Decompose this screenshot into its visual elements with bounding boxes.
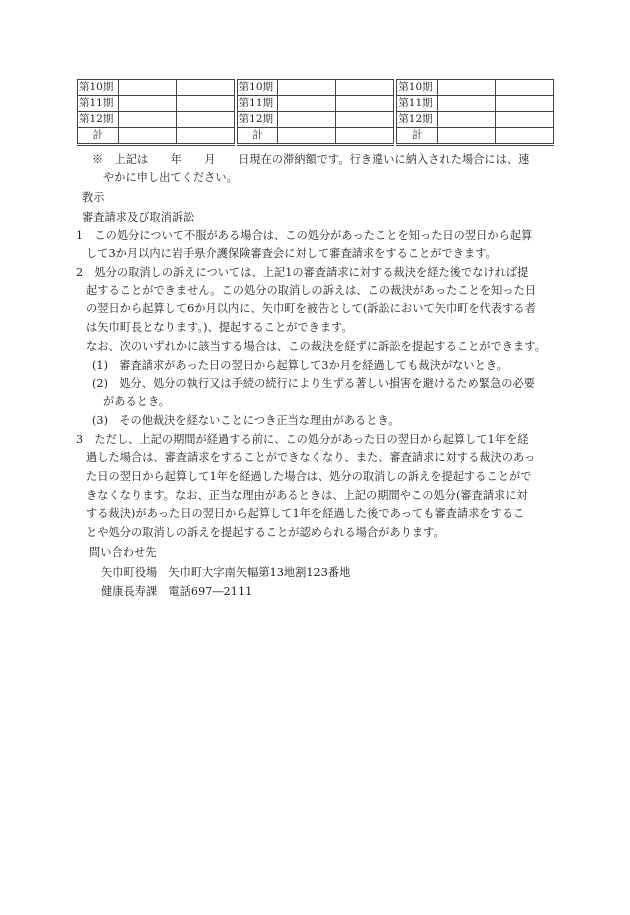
table-cell — [495, 96, 553, 112]
table-cell — [176, 96, 234, 112]
table-cell — [176, 112, 234, 128]
table-cell — [118, 80, 176, 96]
paragraph-line: とや処分の取消しの訴えを提起することが認められる場合があります。 — [86, 526, 445, 539]
table-cell — [495, 128, 553, 145]
paragraph-line: して3か月以内に岩手県介護保険審査会に対して審査請求をすることができます。 — [86, 247, 497, 260]
contact-office: 矢巾町役場 矢巾町大字南矢幅第13地割123番地 — [101, 566, 351, 579]
arrears-table — [77, 79, 554, 146]
table-row — [78, 112, 554, 128]
table-cell — [437, 112, 495, 128]
table-cell — [495, 112, 553, 128]
contact-heading: 問い合わせ先 — [89, 546, 157, 559]
subitem-line: (3) その他裁決を経ないことにつき正当な理由があるとき。 — [92, 414, 400, 427]
period-label: 第10期 — [397, 80, 438, 96]
table-cell — [437, 96, 495, 112]
table-cell — [278, 128, 336, 145]
paragraph-line: た日の翌日から起算して1年を経過した場合は、処分の取消しの訴えを提起することがで — [86, 470, 532, 483]
table-cell — [176, 128, 234, 145]
paragraph-line: する裁決)があった日の翌日から起算して1年を経過した後であっても審査請求をするこ — [86, 507, 525, 520]
subitem-line: (2) 処分、処分の執行又は手続の続行により生ずる著しい損害を避けるため緊急の必要 — [92, 377, 536, 390]
table-cell — [437, 128, 495, 145]
period-label: 第12期 — [237, 112, 278, 128]
total-label: 計 — [237, 128, 278, 145]
note-line: ※ 上記は 年 月 日現在の滞納額です。行き違いに納入された場合には、速 — [92, 153, 530, 166]
subitem-line: (1) 審査請求があった日の翌日から起算して3か月を経過しても裁決がないとき。 — [92, 359, 508, 372]
paragraph-line: 2 処分の取消しの訴えについては、上記1の審査請求に対する裁決を経た後でなければ提 — [76, 266, 529, 279]
paragraph-line: 過した場合は、審査請求をすることができなくなり、また、審査請求に対する裁決のあっ — [86, 451, 536, 464]
table-cell — [118, 96, 176, 112]
paragraph-line: 起することができません。この処分の取消しの訴えは、この裁決があったことを知った日 — [86, 284, 537, 297]
period-label: 第10期 — [237, 80, 278, 96]
period-label: 第12期 — [397, 112, 438, 128]
paragraph-line: の翌日から起算して6か月以内に、矢巾町を被告として(訴訟において矢巾町を代表する者 — [86, 302, 536, 315]
instruction-heading: 教示 — [82, 191, 105, 204]
period-label: 第11期 — [78, 96, 119, 112]
total-label: 計 — [78, 128, 119, 145]
paragraph-line: 3 ただし、上記の期間が経過する前に、この処分があった日の翌日から起算して1年を経 — [76, 433, 529, 446]
table-cell — [176, 80, 234, 96]
note-line: やかに申し出てください。 — [103, 171, 238, 184]
paragraph-line: は矢巾町長となります。)、提起することができます。 — [86, 321, 353, 334]
table-cell — [118, 128, 176, 145]
table-cell — [336, 112, 394, 128]
table-total-row — [78, 128, 554, 145]
table-row — [78, 96, 554, 112]
table-row — [78, 80, 554, 96]
paragraph-line: きなくなります。なお、正当な理由があるときは、上記の期間やこの処分(審査請求に対 — [86, 489, 528, 502]
paragraph-line: 1 この処分について不服がある場合は、この処分があったことを知った日の翌日から起算 — [76, 229, 533, 242]
instruction-subheading: 審査請求及び取消訴訟 — [82, 211, 195, 224]
period-label: 第12期 — [78, 112, 119, 128]
table-cell — [336, 96, 394, 112]
table-cell — [278, 96, 336, 112]
period-label: 第11期 — [397, 96, 438, 112]
table-cell — [336, 80, 394, 96]
table-cell — [336, 128, 394, 145]
table-cell — [278, 80, 336, 96]
period-label: 第11期 — [237, 96, 278, 112]
table-cell — [118, 112, 176, 128]
table-cell — [437, 80, 495, 96]
subitem-line: があるとき。 — [103, 395, 170, 408]
table-cell — [278, 112, 336, 128]
paragraph-line: なお、次のいずれかに該当する場合は、この裁決を経ずに訴訟を提起することができます。 — [86, 340, 546, 353]
period-label: 第10期 — [78, 80, 119, 96]
contact-department: 健康長寿課 電話697―2111 — [101, 585, 253, 598]
total-label: 計 — [397, 128, 438, 145]
table-cell — [495, 80, 553, 96]
